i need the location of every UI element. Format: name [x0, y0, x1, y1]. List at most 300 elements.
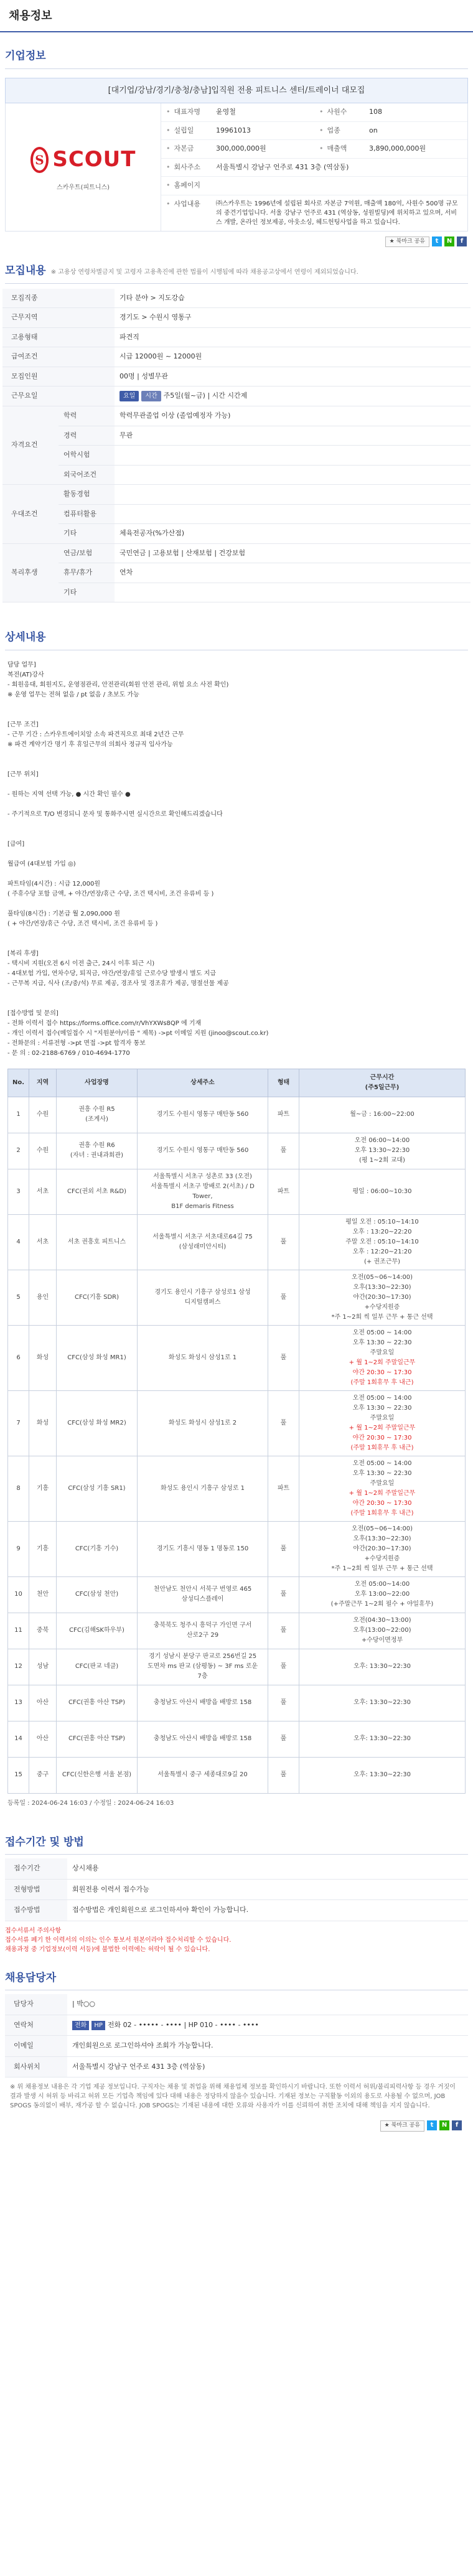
contact-table: [5, 1994, 468, 2077]
detail-line: ※ 파견 계약기간 명기 후 휴일근무의 의회사 정규직 입사가능: [7, 741, 173, 748]
logo-column: [6, 103, 161, 231]
detail-line: 월급여 (4대보험 가입 ◎): [7, 860, 76, 868]
recruit-table: [2, 289, 471, 603]
row-label: 접수기간: [5, 1858, 67, 1879]
row-label: 경력: [59, 426, 115, 446]
cell-line: 야간 20:30 ~ 17:30: [352, 1434, 412, 1441]
table-row: [2, 386, 471, 406]
detail-line: [급여]: [7, 840, 25, 848]
footer-notice: ※ 위 채용정보 내용은 각 기업 제공 정보입니다. 구직자는 채용 및 취업을 위해 채용업체 정보를 확인하시기 바랍니다. 또한 이력서 허위/불리피력사항 등 경우 거짓이 결과 발생 시 허위 등 바리고 허위 모든 기업측 책임에 있다 대해 내용은 정당하지 않을수 있습니다. 기재된 정보는 구직활동 이외의 용도로 사용될 수 없으며, JOB SPOGS 동의없이 배부, 재가공 할 수 없습니다. JOB SPOGS는 기재된 내용에 대한 오류와 사용자가 이를 신뢰하여 취한 조치에 대해 책임을 지지 않습니다.: [10, 2084, 456, 2109]
table-cell: 기흥: [29, 1456, 57, 1521]
table-cell: 중구: [29, 1757, 57, 1793]
table-cell: CFC(권흥 아산 TSP): [57, 1721, 138, 1757]
detail-line: [7, 710, 466, 720]
share-label: 북마크 공유: [391, 2122, 420, 2129]
table-cell: CFC(삼성 화성 MR1): [57, 1325, 138, 1390]
detail-body: [0, 650, 473, 1819]
table-cell: 풀: [268, 1721, 299, 1757]
table-cell: 오후: 13:30~22:30: [299, 1685, 466, 1721]
logo-mark-icon: S: [30, 147, 49, 173]
table-cell: 풀: [268, 1390, 299, 1456]
info-value: 서울특별시 강남구 언주로 431 3층 (역삼동): [216, 162, 349, 171]
row-label: 근무지역: [2, 308, 115, 328]
work-days-value: 주5일(월~금) | 시간 시간제: [163, 391, 248, 400]
table-cell: 평일 : 06:00~10:30: [299, 1169, 466, 1214]
table-cell: 충청남도 아산시 배방읍 배방로 158: [138, 1685, 268, 1721]
period-heading: 접수기간 및 방법: [5, 1819, 468, 1855]
column-header: 지역: [29, 1069, 57, 1097]
info-label: • 매출액: [314, 140, 364, 158]
info-value: 3,890,000,000원: [369, 144, 426, 152]
info-label: • 업종: [314, 122, 364, 140]
detail-line: 풀타임(8시간) : 기본급 월 2,090,000 원: [7, 910, 120, 917]
row-value: [115, 583, 471, 602]
row-value: [115, 446, 471, 466]
days-pill: 요일: [119, 391, 139, 401]
detail-line: [7, 850, 466, 859]
info-label: • 회사주소: [161, 159, 211, 177]
table-row: [5, 1879, 468, 1900]
detail-line: - 근무 기간 : 스카우트에이치알 소속 파견직으로 최대 2년간 근무: [7, 731, 184, 738]
table-row: [2, 583, 471, 602]
phone-value: [67, 2015, 468, 2036]
table-cell: 충청남도 아산시 배방읍 배방로 158: [138, 1721, 268, 1757]
table-cell: 수원: [29, 1097, 57, 1133]
table-cell: 10: [8, 1576, 29, 1613]
row-value: 상시채용: [67, 1858, 468, 1879]
row-label: 기타: [59, 583, 115, 602]
info-value: 108: [369, 108, 382, 116]
row-label: 전형방법: [5, 1879, 67, 1900]
info-row: [161, 122, 467, 141]
detail-line: [7, 820, 466, 830]
detail-line: [7, 929, 466, 939]
row-label: 컴퓨터활용: [59, 504, 115, 524]
table-row: [2, 426, 471, 446]
company-info: [5, 103, 468, 232]
detail-line: - 회원응대, 회원지도, 운영점관리, 안전관리(회원 안전 관리, 위험 요소 사전 확인): [7, 681, 229, 688]
table-cell: 3: [8, 1169, 29, 1214]
table-cell: 서울특별시 중구 세종대로9길 20: [138, 1757, 268, 1793]
table-cell: 풀: [268, 1613, 299, 1649]
table-row: [2, 465, 471, 485]
company-heading: 기업정보: [5, 32, 468, 69]
detail-line: 복전(AT)강사: [7, 671, 44, 678]
table-cell: 서초 권흥호 피트니스: [57, 1214, 138, 1270]
info-label: • 사원수: [314, 103, 364, 121]
row-value: [115, 386, 471, 406]
table-cell: 오후: 13:30~22:30: [299, 1649, 466, 1685]
detail-line: ( + 야간/연장/휴근 수당, 조건 택시비, 조건 유류비 등 ): [7, 920, 158, 927]
share-bar: [0, 232, 473, 248]
row-label: 휴무/휴가: [59, 563, 115, 583]
row-value: 서울특별시 강남구 언주로 431 3층 (역삼동): [67, 2056, 468, 2077]
contact-section: [0, 1954, 473, 2140]
info-label: • 설립일: [161, 122, 211, 140]
column-header: 근무시간 (주5일근무): [299, 1069, 466, 1097]
cell-line: 오후 13:30 ~ 22:30: [352, 1469, 412, 1477]
info-label: • 사업내용: [161, 195, 211, 231]
column-header: 사업장명: [57, 1069, 138, 1097]
table-row: [5, 2036, 468, 2057]
table-row: [8, 1097, 466, 1133]
table-cell: CFC(판교 네클): [57, 1649, 138, 1685]
table-cell: 11: [8, 1613, 29, 1649]
row-label: 급여조건: [2, 347, 115, 367]
info-value: 300,000,000원: [216, 144, 266, 152]
table-row: [5, 1900, 468, 1921]
cell-line: 주말요일: [370, 1414, 395, 1421]
table-row: [2, 563, 471, 583]
row-value: 무관: [115, 426, 471, 446]
table-cell: 경기 성남시 분당구 판교로 256번길 25 도면차 ms 판교 (삼평동) ~ 3F ms 로운 7층: [138, 1649, 268, 1685]
share-bar-bottom: [5, 2115, 468, 2140]
facebook-icon[interactable]: f: [452, 2120, 462, 2130]
table-cell: 경기도 용인시 기흥구 삼성로1 삼성 디지털캠퍼스: [138, 1270, 268, 1325]
detail-line: - 4대보험 가입, 연차수당, 퇴직금, 야간/연장/휴일 근로수당 발생시 별도 지급: [7, 970, 216, 977]
cell-line: 주말요일: [370, 1349, 395, 1356]
detail-line: - 문 의 : 02-2188-6769 / 010-4694-1770: [7, 1049, 130, 1057]
detail-line: [7, 999, 466, 1009]
table-cell: 화성도 화성시 삼성1로 2: [138, 1390, 268, 1456]
table-row: [8, 1613, 466, 1649]
table-row: [8, 1270, 466, 1325]
row-label: 연락처: [5, 2015, 67, 2036]
detail-line: - 주기적으로 T/O 변경되니 문자 및 통화주시면 실시간으로 확인해드리겠습니다: [7, 810, 223, 818]
row-value: 경기도 > 수원시 영통구: [115, 308, 471, 328]
detail-line: - 전화 이력서 접수 https://forms.office.com/r/VhYXWs8QP 에 기재: [7, 1019, 202, 1027]
logo-text: SCOUT: [52, 147, 136, 172]
row-label: 활동경험: [59, 485, 115, 505]
detail-line: - 근무복 지급, 식사 (조/중/석) 무료 제공, 경조사 및 경조휴가 제공, 명절선물 제공: [7, 980, 229, 987]
table-cell: 풀: [268, 1757, 299, 1793]
table-row: [8, 1757, 466, 1793]
info-label: • 대표자명: [161, 103, 211, 121]
table-cell: 4: [8, 1214, 29, 1270]
table-cell: 화성도 용인시 기흥구 삼성로 1: [138, 1456, 268, 1521]
table-cell: 아산: [29, 1685, 57, 1721]
facebook-icon[interactable]: f: [457, 237, 467, 246]
table-cell: [299, 1456, 466, 1521]
detail-line: [7, 830, 466, 840]
table-cell: 풀: [268, 1685, 299, 1721]
table-cell: 오전(04:30~13:00) 오후(13:00~22:00) +수당이면정부: [299, 1613, 466, 1649]
row-label: 담당자: [5, 1994, 67, 2015]
share-label: 북마크 공유: [396, 238, 425, 245]
detail-line: 담당 업무]: [7, 661, 36, 668]
table-row: [2, 308, 471, 328]
bookmark-share-button[interactable]: [385, 237, 429, 248]
table-cell: 파트: [268, 1456, 299, 1521]
table-row: [2, 524, 471, 544]
table-cell: 권흥 수원 R5 (조계사): [57, 1097, 138, 1133]
detail-line: ※ 운영 업무는 전혀 없음 / pt 없음 / 초보도 가능: [7, 691, 139, 698]
table-row: [2, 406, 471, 426]
row-value: | 박○○: [67, 1994, 468, 2015]
info-row: [161, 140, 467, 159]
company-banner: [대기업/강남/경기/충청/충남]입직원 전용 피트니스 센터/트레이너 대모집: [5, 78, 468, 104]
row-value: [115, 504, 471, 524]
table-row: [2, 327, 471, 347]
cell-line: (주말 1회휴무 후 내근): [350, 1379, 414, 1386]
location-table: [7, 1069, 466, 1794]
warning-line: 접수서류 폐기 한 이력서의 이의는 인수 통보서 원본이라야 접수처리할 수 있습니다.: [5, 1936, 232, 1944]
column-header: 형태: [268, 1069, 299, 1097]
detail-line: [복리 후생]: [7, 950, 39, 957]
table-cell: 권흥 수원 R6 (자녀 : 권내과회관): [57, 1133, 138, 1169]
detail-line: [7, 939, 466, 949]
hp-badge: HP: [91, 2021, 105, 2030]
table-cell: 12: [8, 1649, 29, 1685]
apply-warnings: [5, 1921, 468, 1954]
table-cell: 오전(05~06~14:00) 오후(13:30~22:30) 야간(20:30~17:30) +수당지원증 *주 1~2회 씩 일부 근무 + 통근 선택: [299, 1270, 466, 1325]
info-row: [161, 159, 467, 177]
detail-line: [7, 899, 466, 909]
info-row: [161, 103, 467, 122]
detail-line: 파트타임(4시간) : 시급 12,000원: [7, 880, 101, 888]
table-cell: 7: [8, 1390, 29, 1456]
info-row: [161, 177, 467, 195]
recruit-heading: [5, 247, 468, 284]
detail-line: [7, 800, 466, 810]
cell-line: (주말 1회휴무 후 내근): [350, 1444, 414, 1451]
row-value: 연차: [115, 563, 471, 583]
table-row: [5, 2015, 468, 2036]
page-title: 채용정보: [0, 0, 473, 32]
detail-line: - 원하는 지역 선택 가능, ● 시간 확인 필수 ●: [7, 790, 131, 798]
row-label: 기타: [59, 524, 115, 544]
row-value: 파견직: [115, 327, 471, 347]
table-cell: CFC(기흥 SDR): [57, 1270, 138, 1325]
detail-heading: 상세내용: [5, 614, 468, 650]
logo-caption: 스카우트(피트니스): [56, 184, 110, 191]
table-cell: 13: [8, 1685, 29, 1721]
row-value: 시급 12000원 ~ 12000원: [115, 347, 471, 367]
company-info-grid: [161, 103, 467, 231]
twitter-icon[interactable]: t: [427, 2120, 437, 2130]
group-label: 자격요건: [2, 406, 59, 485]
detail-line: [근무 위치]: [7, 770, 39, 778]
cell-line: + 월 1~2회 주말일근무: [349, 1359, 416, 1366]
table-cell: 풀: [268, 1133, 299, 1169]
detail-line: [근무 조건]: [7, 721, 39, 728]
row-label: 모집직종: [2, 289, 115, 308]
location-table-header: [8, 1069, 466, 1097]
row-value: 회원전용 이력서 접수가능: [67, 1879, 468, 1900]
warning-line: 채용과정 중 기업정보(이력 서등)에 불법한 이력에는 허락이 될 수 있습니다.: [5, 1946, 210, 1953]
location-table-body: [8, 1097, 466, 1793]
table-cell: 오전 05:00~14:00 오후 13:00~22:00 (+주말근무 1~2회 필수 + 야일휴무): [299, 1576, 466, 1613]
table-row: [2, 543, 471, 563]
naver-icon[interactable]: N: [444, 237, 454, 246]
table-cell: 서초: [29, 1169, 57, 1214]
table-cell: 오후: 13:30~22:30: [299, 1721, 466, 1757]
table-cell: CFC(삼성 기흥 SR1): [57, 1456, 138, 1521]
row-label: 외국어조건: [59, 465, 115, 485]
table-cell: 충북북도 청주시 흥덕구 가인면 구서 산로2구 29: [138, 1613, 268, 1649]
table-cell: 풀: [268, 1576, 299, 1613]
cell-line: 야간 20:30 ~ 17:30: [352, 1369, 412, 1376]
register-date: 등록일 : 2024-06-24 16:03 / 수정일 : 2024-06-24 16:03: [7, 1799, 174, 1807]
detail-line: [7, 760, 466, 770]
row-label: 회사위치: [5, 2056, 67, 2077]
info-label: • 홈페이지: [161, 177, 211, 195]
cell-line: 오전 05:00 ~ 14:00: [352, 1394, 412, 1402]
table-cell: [299, 1390, 466, 1456]
row-label: 이메일: [5, 2036, 67, 2057]
table-cell: 파트: [268, 1169, 299, 1214]
table-cell: 수원: [29, 1133, 57, 1169]
table-cell: 파트: [268, 1097, 299, 1133]
table-row: [5, 1994, 468, 2015]
detail-line: [접수방법 및 문의]: [7, 1009, 59, 1017]
table-cell: 화성도 화성시 삼성1로 1: [138, 1325, 268, 1390]
table-cell: 중북: [29, 1613, 57, 1649]
table-cell: 오전 06:00~14:00 오후 13:30~22:30 (평 1~2회 교대): [299, 1133, 466, 1169]
table-cell: CFC(권흥 아산 TSP): [57, 1685, 138, 1721]
table-row: [8, 1214, 466, 1270]
cell-line: 주말요일: [370, 1479, 395, 1487]
table-row: [8, 1325, 466, 1390]
table-cell: 성남: [29, 1649, 57, 1685]
row-label: 학력: [59, 406, 115, 426]
table-cell: 서울특별시 서초구 성촌로 33 (오전) 서울특별시 서초구 방배로 2(서초) / D Tower, B1F demaris Fitness: [138, 1169, 268, 1214]
detail-line: [7, 780, 466, 790]
detail-line: - 전화문의 : 서류전형 ->pt 면접 ->pt 합격자 통보: [7, 1039, 146, 1047]
table-cell: 서울특별시 서초구 서초대로64길 75 (삼성래미안시티): [138, 1214, 268, 1270]
time-pill: 시간: [141, 391, 161, 401]
contact-heading: 채용담당자: [5, 1954, 468, 1991]
cell-line: 오후 13:30 ~ 22:30: [352, 1404, 412, 1412]
table-cell: 기흥: [29, 1521, 57, 1576]
table-row: [2, 347, 471, 367]
warning-line: 접수서류서 주의사항: [5, 1927, 62, 1934]
row-label: 접수방법: [5, 1900, 67, 1921]
table-cell: CFC(삼성 화성 MR2): [57, 1390, 138, 1456]
table-cell: 천안남도 천안시 서북구 번영로 465 삼성디스플레이: [138, 1576, 268, 1613]
detail-line: - 택시비 지원(오전 6시 이전 출근, 24시 이후 퇴근 시): [7, 960, 155, 967]
table-cell: 풀: [268, 1325, 299, 1390]
row-label: 고용형태: [2, 327, 115, 347]
table-row: [8, 1721, 466, 1757]
tel-badge: 전화: [72, 2021, 89, 2030]
row-value: 체육전공자(%가산점): [115, 524, 471, 544]
info-value: 윤영철: [216, 108, 236, 116]
bookmark-icon: ★: [384, 2122, 390, 2129]
table-cell: 5: [8, 1270, 29, 1325]
table-row: [8, 1576, 466, 1613]
table-cell: 오후: 13:30~22:30: [299, 1757, 466, 1793]
table-cell: 풀: [268, 1521, 299, 1576]
table-cell: 9: [8, 1521, 29, 1576]
table-row: [8, 1456, 466, 1521]
detail-line: [7, 700, 466, 710]
table-cell: 화성: [29, 1390, 57, 1456]
table-cell: 경기도 기흥시 명동 1 명동로 150: [138, 1521, 268, 1576]
naver-icon[interactable]: N: [439, 2120, 449, 2130]
table-cell: CFC(김해SK하우부): [57, 1613, 138, 1649]
detail-section: [0, 614, 473, 650]
cell-line: 오후 13:30 ~ 22:30: [352, 1339, 412, 1346]
cell-line: 오전 05:00 ~ 14:00: [352, 1459, 412, 1467]
table-row: [2, 367, 471, 386]
row-value: 개인회원으로 로그인하셔야 조회가 가능합니다.: [67, 2036, 468, 2057]
period-section: [0, 1819, 473, 1954]
row-value: 접수방법은 개인회원으로 로그인하셔야 확인이 가능합니다.: [67, 1900, 468, 1921]
cell-line: 야간 20:30 ~ 17:30: [352, 1499, 412, 1507]
bookmark-share-button[interactable]: [380, 2120, 424, 2132]
table-row: [2, 504, 471, 524]
table-cell: 아산: [29, 1721, 57, 1757]
table-row: [5, 2056, 468, 2077]
table-cell: 월~금 : 16:00~22:00: [299, 1097, 466, 1133]
cell-line: 오전 05:00 ~ 14:00: [352, 1329, 412, 1336]
row-value: 학력무관졸업 이상 (졸업예정자 가능): [115, 406, 471, 426]
group-label: 우대조건: [2, 485, 59, 544]
recruit-section: [0, 247, 473, 284]
table-cell: 2: [8, 1133, 29, 1169]
table-cell: 화성: [29, 1325, 57, 1390]
table-row: [8, 1133, 466, 1169]
column-header: No.: [8, 1069, 29, 1097]
table-row: [5, 1858, 468, 1879]
age-notice: ※ 고용상 연령차별금지 및 고령자 고용촉진에 관한 법률이 시행됨에 따라 채용공고상에서 연령이 제외되었습니다.: [50, 269, 358, 276]
table-cell: 경기도 수원시 영통구 매탄동 560: [138, 1133, 268, 1169]
detail-line: ( 주휴수당 포함 금액, + 야간/연장/휴근 수당, 조건 택시비, 조건 유류비 등 ): [7, 890, 214, 897]
row-label: 어학시험: [59, 446, 115, 466]
table-cell: 풀: [268, 1270, 299, 1325]
table-cell: 평일 오전 : 05:10~14:10 오후 : 13:20~22:20 주말 오전 : 05:10~14:10 오후 : 12:20~21:20 (+ 권조근무): [299, 1214, 466, 1270]
table-row: [2, 485, 471, 505]
column-header: 상세주소: [138, 1069, 268, 1097]
period-table: [5, 1858, 468, 1921]
detail-line: [7, 750, 466, 760]
table-cell: 15: [8, 1757, 29, 1793]
table-row: [8, 1521, 466, 1576]
table-row: [8, 1649, 466, 1685]
table-row: [8, 1390, 466, 1456]
info-row: [161, 195, 467, 231]
detail-line: [7, 989, 466, 999]
table-cell: 천안: [29, 1576, 57, 1613]
cell-line: + 월 1~2회 주말일근무: [349, 1489, 416, 1497]
info-value: on: [369, 126, 378, 134]
table-cell: 오전(05~06~14:00) 오후(13:30~22:30) 야간(20:30~17:30) +수당지원증 *주 1~2회 씩 일부 근무 + 통근 선택: [299, 1521, 466, 1576]
table-cell: 경기도 수원시 영통구 매탄동 560: [138, 1097, 268, 1133]
table-cell: 용인: [29, 1270, 57, 1325]
table-cell: 8: [8, 1456, 29, 1521]
twitter-icon[interactable]: t: [432, 237, 442, 246]
row-label: 연금/보험: [59, 543, 115, 563]
row-value: [115, 485, 471, 505]
table-cell: CFC(신한은행 서울 본점): [57, 1757, 138, 1793]
table-cell: 풀: [268, 1214, 299, 1270]
detail-line: - 개인 이력서 접수(메일접수 시 "지원분야/이름 " 제목) ->pt 이메일 지원 (jinoo@scout.co.kr): [7, 1029, 269, 1037]
table-cell: 서초: [29, 1214, 57, 1270]
table-cell: CFC(삼성 천안): [57, 1576, 138, 1613]
company-section: [0, 32, 473, 69]
table-row: [2, 289, 471, 308]
table-row: [8, 1169, 466, 1214]
row-value: [115, 465, 471, 485]
info-value: 19961013: [216, 126, 251, 134]
cell-line: + 월 1~2회 주말일근무: [349, 1424, 416, 1431]
table-cell: CFC(권외 서초 R&D): [57, 1169, 138, 1214]
detail-lines: [7, 660, 466, 1059]
homepage-link[interactable]: [211, 177, 467, 195]
recruit-heading-text: 모집내용: [5, 265, 46, 277]
row-value: 기타 분야 > 지도강습: [115, 289, 471, 308]
